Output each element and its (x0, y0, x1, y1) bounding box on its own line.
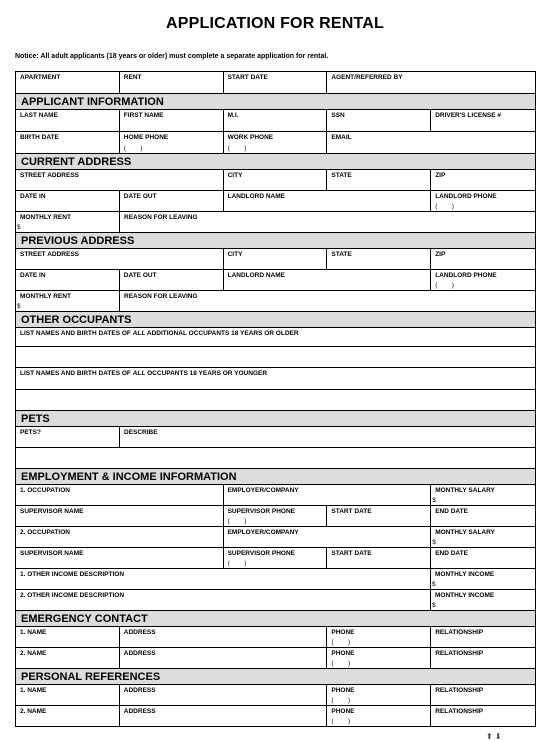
notice-text: Notice: All adult applicants (18 years or older) must complete a separate application for rental. (15, 53, 329, 60)
pets-blank-row[interactable] (16, 448, 535, 469)
prev-street-address-field[interactable]: STREET ADDRESS (16, 249, 224, 269)
emergency-name-1-field[interactable]: 1. NAME (16, 627, 120, 647)
monthly-salary-2-field[interactable]: MONTHLY SALARY $ (432, 529, 495, 546)
applicant-row-2 (16, 132, 535, 154)
arrow-icons: ⬆ ⬇ (486, 732, 502, 741)
emergency-contact-2-row (16, 648, 535, 669)
pets-row (16, 427, 535, 448)
start-date-1-field[interactable]: START DATE (327, 506, 431, 526)
middle-initial-field[interactable]: M.I. (224, 110, 328, 131)
reference-relationship-1-field[interactable]: RELATIONSHIP (435, 687, 484, 694)
occupation-2-field[interactable]: 2. OCCUPATION (16, 527, 224, 547)
previous-address-row-2 (16, 270, 535, 291)
adult-occupants-label: LIST NAMES AND BIRTH DATES OF ALL ADDITIONAL OCCUPANTS 18 YEARS OR OLDER (20, 330, 299, 337)
work-phone-field[interactable]: WORK PHONE ( ) (224, 132, 328, 153)
section-pets: PETS (16, 411, 535, 427)
section-applicant-information: APPLICANT INFORMATION (16, 94, 535, 110)
current-address-row-1 (16, 170, 535, 191)
occupation-1-field[interactable]: 1. OCCUPATION (16, 485, 224, 505)
zip-field[interactable]: ZIP (435, 172, 446, 179)
supervisor-name-2-field[interactable]: SUPERVISOR NAME (16, 548, 224, 568)
section-personal-references: PERSONAL REFERENCES (16, 669, 535, 685)
landlord-name-field[interactable]: LANDLORD NAME (224, 191, 432, 211)
occupants-minors-label-row (16, 368, 535, 390)
emergency-address-2-field[interactable]: ADDRESS (120, 648, 328, 668)
other-income-1-row (16, 569, 535, 590)
employer-1-field[interactable]: EMPLOYER/COMPANY (224, 485, 432, 505)
monthly-rent-field[interactable]: MONTHLY RENT $ (16, 212, 120, 232)
employer-2-field[interactable]: EMPLOYER/COMPANY (224, 527, 432, 547)
applicant-row-1 (16, 110, 535, 132)
reference-phone-2-field[interactable]: PHONE ( ) (327, 706, 431, 726)
monthly-income-2-field[interactable]: MONTHLY INCOME $ (432, 592, 495, 609)
reference-2-row (16, 706, 535, 727)
end-date-2-field[interactable]: END DATE (435, 550, 468, 557)
reference-address-2-field[interactable]: ADDRESS (120, 706, 328, 726)
prev-date-in-field[interactable]: DATE IN (16, 270, 120, 290)
employment-occupation-2-row (16, 527, 535, 548)
emergency-relationship-2-field[interactable]: RELATIONSHIP (435, 650, 484, 657)
section-other-occupants: OTHER OCCUPANTS (16, 312, 535, 328)
emergency-contact-1-row (16, 627, 535, 648)
supervisor-phone-1-field[interactable]: SUPERVISOR PHONE ( ) (224, 506, 328, 526)
date-in-field[interactable]: DATE IN (16, 191, 120, 211)
reference-name-2-field[interactable]: 2. NAME (16, 706, 120, 726)
last-name-field[interactable]: LAST NAME (16, 110, 120, 131)
prev-state-field[interactable]: STATE (327, 249, 431, 269)
minor-occupants-field[interactable] (16, 390, 535, 411)
occupants-adults-label-row (16, 328, 535, 347)
reference-name-1-field[interactable]: 1. NAME (16, 685, 120, 705)
top-row (16, 72, 535, 94)
email-field[interactable]: EMAIL (331, 134, 352, 141)
describe-pets-field[interactable]: DESCRIBE (124, 429, 158, 436)
emergency-phone-1-field[interactable]: PHONE ( ) (327, 627, 431, 647)
date-out-field[interactable]: DATE OUT (120, 191, 224, 211)
monthly-salary-1-field[interactable]: MONTHLY SALARY $ (432, 487, 495, 504)
reference-1-row (16, 685, 535, 706)
section-previous-address: PREVIOUS ADDRESS (16, 233, 535, 249)
employment-supervisor-1-row (16, 506, 535, 527)
supervisor-name-1-field[interactable]: SUPERVISOR NAME (16, 506, 224, 526)
birth-date-field[interactable]: BIRTH DATE (16, 132, 120, 153)
supervisor-phone-2-field[interactable]: SUPERVISOR PHONE ( ) (224, 548, 328, 568)
emergency-relationship-1-field[interactable]: RELATIONSHIP (435, 629, 484, 636)
prev-landlord-name-field[interactable]: LANDLORD NAME (224, 270, 432, 290)
home-phone-field[interactable]: HOME PHONE ( ) (120, 132, 224, 153)
state-field[interactable]: STATE (327, 170, 431, 190)
other-income-2-row (16, 590, 535, 611)
landlord-phone-field[interactable]: LANDLORD PHONE ( ) (435, 193, 497, 210)
rental-application-form (15, 71, 536, 727)
minor-occupants-label: LIST NAMES AND BIRTH DATES OF ALL OCCUPANTS 18 YEARS OR YOUNGER (20, 370, 268, 377)
form-title: APPLICATION FOR RENTAL (165, 15, 385, 32)
prev-reason-for-leaving-field[interactable]: REASON FOR LEAVING (124, 293, 198, 300)
emergency-name-2-field[interactable]: 2. NAME (16, 648, 120, 668)
agent-referred-field[interactable]: AGENT/REFERRED BY (331, 74, 403, 81)
rent-field[interactable]: RENT (120, 72, 224, 93)
section-emergency-contact: EMERGENCY CONTACT (16, 611, 535, 627)
prev-monthly-rent-field[interactable]: MONTHLY RENT $ (16, 291, 120, 311)
prev-landlord-phone-field[interactable]: LANDLORD PHONE ( ) (435, 272, 497, 289)
emergency-phone-2-field[interactable]: PHONE ( ) (327, 648, 431, 668)
prev-city-field[interactable]: CITY (224, 249, 328, 269)
previous-address-row-3 (16, 291, 535, 312)
city-field[interactable]: CITY (224, 170, 328, 190)
adult-occupants-field[interactable] (16, 347, 535, 368)
employment-supervisor-2-row (16, 548, 535, 569)
drivers-license-field[interactable]: DRIVER'S LICENSE # (435, 112, 502, 119)
current-address-row-2 (16, 191, 535, 212)
pets-field[interactable]: PETS? (16, 427, 120, 447)
ssn-field[interactable]: SSN (327, 110, 431, 131)
end-date-1-field[interactable]: END DATE (435, 508, 468, 515)
reason-for-leaving-field[interactable]: REASON FOR LEAVING (124, 214, 198, 221)
monthly-income-1-field[interactable]: MONTHLY INCOME $ (432, 571, 495, 588)
first-name-field[interactable]: FIRST NAME (120, 110, 224, 131)
employment-occupation-1-row (16, 485, 535, 506)
apartment-field[interactable]: APARTMENT (16, 72, 120, 93)
section-current-address: CURRENT ADDRESS (16, 154, 535, 170)
section-employment-income: EMPLOYMENT & INCOME INFORMATION (16, 469, 535, 485)
other-income-2-field[interactable]: 2. OTHER INCOME DESCRIPTION (16, 590, 431, 610)
prev-zip-field[interactable]: ZIP (435, 251, 446, 258)
start-date-field[interactable]: START DATE (224, 72, 328, 93)
other-income-1-field[interactable]: 1. OTHER INCOME DESCRIPTION (16, 569, 431, 589)
emergency-address-1-field[interactable]: ADDRESS (120, 627, 328, 647)
previous-address-row-1 (16, 249, 535, 270)
reference-address-1-field[interactable]: ADDRESS (120, 685, 328, 705)
street-address-field[interactable]: STREET ADDRESS (16, 170, 224, 190)
current-address-row-3 (16, 212, 535, 233)
prev-date-out-field[interactable]: DATE OUT (120, 270, 224, 290)
start-date-2-field[interactable]: START DATE (327, 548, 431, 568)
reference-phone-1-field[interactable]: PHONE ( ) (327, 685, 431, 705)
reference-relationship-2-field[interactable]: RELATIONSHIP (435, 708, 484, 715)
